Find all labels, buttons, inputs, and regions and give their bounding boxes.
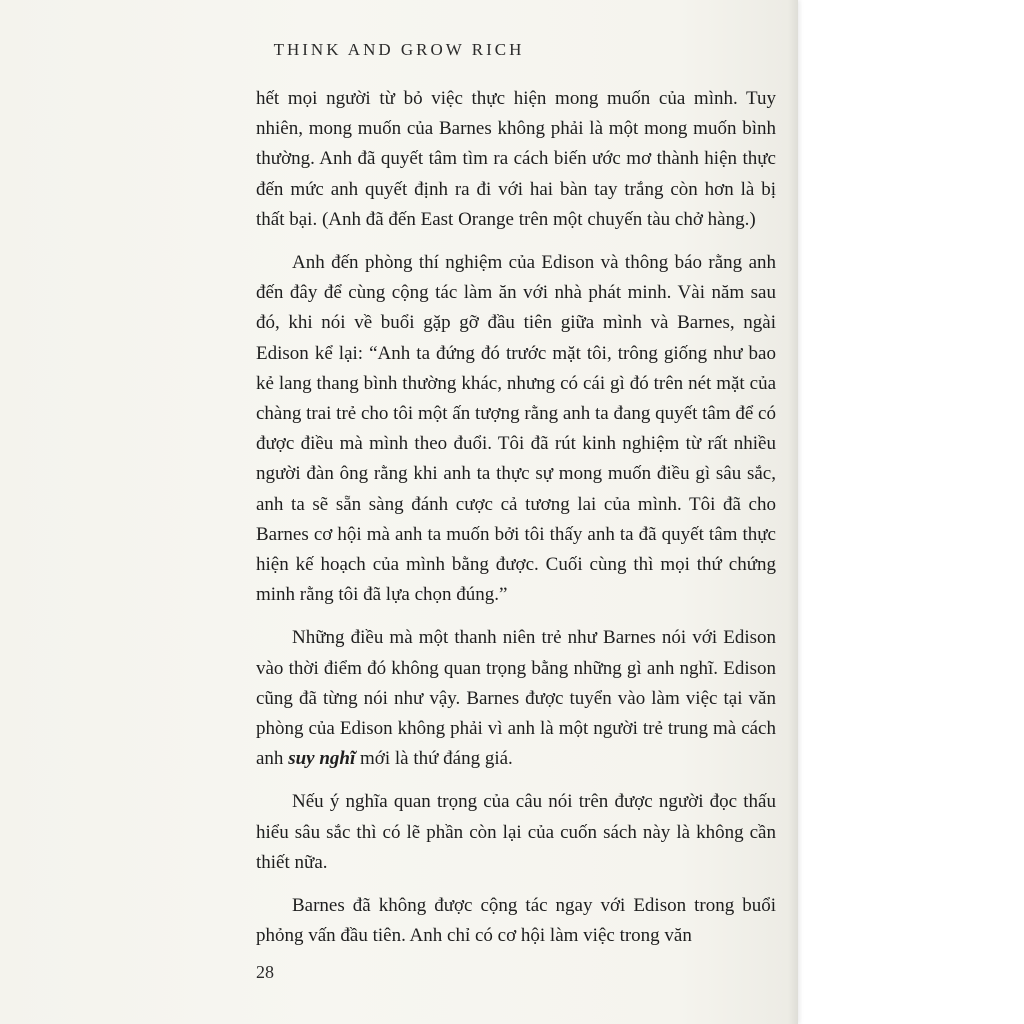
running-head-title: THINK AND GROW RICH	[273, 40, 525, 59]
paragraph-3	[256, 623, 776, 774]
paragraph-3-text-before: Những điều mà một thanh niên trẻ như Barnes nói với Edison vào thời điểm đó không quan trọng bằng những gì anh nghĩ. Edison cũng đã từng nói như vậy. Barnes được tuyển vào làm việc tại văn phòng của Edison không phải vì anh là một người trẻ trung mà cách anh	[256, 627, 776, 770]
paragraph-2: Anh đến phòng thí nghiệm của Edison và thông báo rằng anh đến đây để cùng cộng tác làm ăn với nhà phát minh. Vài năm sau đó, khi nói về buổi gặp gỡ đầu tiên giữa mình và Barnes, ngài Edison kể lại: “Anh ta đứng đó trước mặt tôi, trông giống như bao kẻ lang thang bình thường khác, nhưng có cái gì đó trên nét mặt của chàng trai trẻ cho tôi một ấn tượng rằng anh ta đang quyết tâm để có được điều mà mình theo đuổi. Tôi đã rút kinh nghiệm từ rất nhiều người đàn ông rằng khi anh ta thực sự mong muốn điều gì sâu sắc, anh ta sẽ sẵn sàng đánh cược cả tương lai của mình. Tôi đã cho Barnes cơ hội mà anh ta muốn bởi tôi thấy anh ta đã quyết tâm thực hiện kế hoạch của mình bằng được. Cuối cùng thì mọi thứ chứng minh rằng tôi đã lựa chọn đúng.”	[256, 252, 776, 606]
emphasis-suy-nghi: suy nghĩ	[288, 748, 356, 770]
page-number: 28	[256, 962, 274, 982]
paragraph-5: Barnes đã không được cộng tác ngay với Edison trong buổi phỏng vấn đầu tiên. Anh chỉ có cơ hội làm việc trong văn	[256, 895, 776, 947]
paragraph-3-text-after: mới là thứ đáng giá.	[355, 748, 513, 770]
page-body	[256, 84, 776, 964]
paragraph-4: Nếu ý nghĩa quan trọng của câu nói trên được người đọc thấu hiểu sâu sắc thì có lẽ phần còn lại của cuốn sách này là không cần thiết nữa.	[256, 791, 776, 873]
paragraph-1: hết mọi người từ bỏ việc thực hiện mong muốn của mình. Tuy nhiên, mong muốn của Barnes không phải là một mong muốn bình thường. Anh đã quyết tâm tìm ra cách biến ước mơ thành hiện thực đến mức anh quyết định ra đi với hai bàn tay trắng còn hơn là bị thất bại. (Anh đã đến East Orange trên một chuyến tàu chở hàng.)	[256, 88, 776, 230]
